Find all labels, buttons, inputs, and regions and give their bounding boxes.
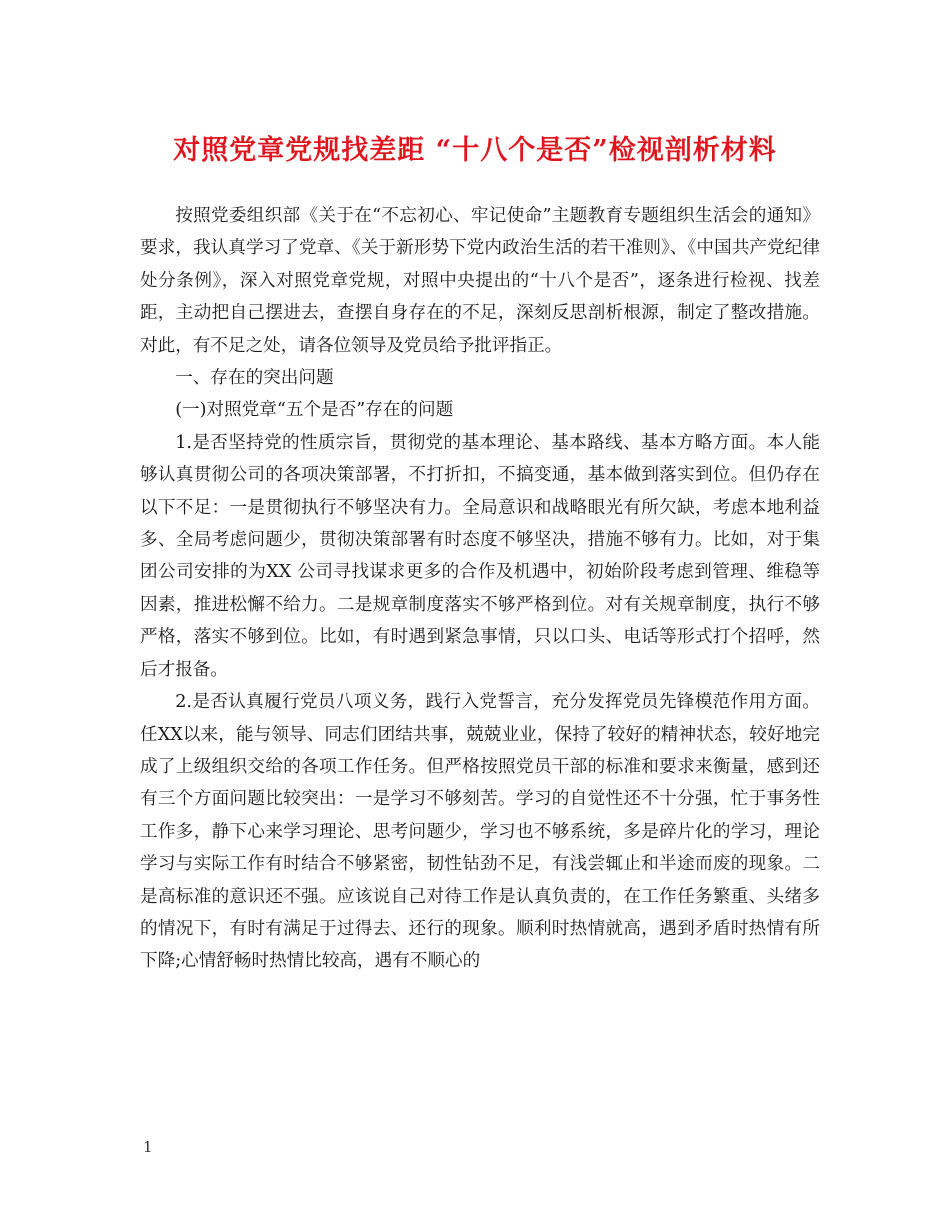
item-1-paragraph: 1.是否坚持党的性质宗旨，贯彻党的基本理论、基本路线、基本方略方面。本人能够认真贯彻公司的各项决策部署，不打折扣，不搞变通，基本做到落实到位。但仍存在以下不足：一是贯彻执行不够坚决有力。全局意识和战略眼光有所欠缺，考虑本地利益多、全局考虑问题少，贯彻决策部署有时态度不够坚决，措施不够有力。比如，对于集团公司安排的为XX 公司寻找谋求更多的合作及机遇中，初始阶段考虑到管理、维稳等因素，推进松懈不给力。二是规章制度落实不够严格到位。对有关规章制度，执行不够严格，落实不够到位。比如，有时遇到紧急事情，只以口头、电话等形式打个招呼，然后才报备。 — [140, 432, 820, 680]
page-number: 1 — [143, 1138, 153, 1156]
subsection-heading: (一)对照党章“五个是否”存在的问题 — [175, 400, 454, 421]
document-title: 对照党章党规找差距 “十八个是否”检视剖析材料 — [173, 135, 777, 166]
section-heading: 一、存在的突出问题 — [175, 368, 334, 389]
intro-paragraph: 按照党委组织部《关于在“不忘初心、牢记使命”主题教育专题组织生活会的通知》要求，我认真学习了党章、《关于新形势下党内政治生活的若干准则》、《中国共产党纪律处分条例》，深入对照党章党规，对照中央提出的“十八个是否”，逐条进行检视、找差距，主动把自己摆进去，查摆自身存在的不足，深刻反思剖析根源，制定了整改措施。对此，有不足之处，请各位领导及党员给予批评指正。 — [140, 206, 820, 356]
document-body — [140, 200, 820, 978]
item-2-paragraph: 2.是否认真履行党员八项义务，践行入党誓言，充分发挥党员先锋模范作用方面。任XX以来，能与领导、同志们团结共事，兢兢业业，保持了较好的精神状态，较好地完成了上级组织交给的各项工作任务。但严格按照党员干部的标准和要求来衡量，感到还有三个方面问题比较突出：一是学习不够刻苦。学习的自觉性还不十分强，忙于事务性工作多，静下心来学习理论、思考问题少，学习也不够系统，多是碎片化的学习，理论学习与实际工作有时结合不够紧密，韧性钻劲不足，有浅尝辄止和半途而废的现象。二是高标准的意识还不强。应该说自己对待工作是认真负责的，在工作任务繁重、头绪多的情况下，有时有满足于过得去、还行的现象。顺利时热情就高，遇到矛盾时热情有所下降;心情舒畅时热情比较高，遇有不顺心的 — [140, 692, 820, 972]
